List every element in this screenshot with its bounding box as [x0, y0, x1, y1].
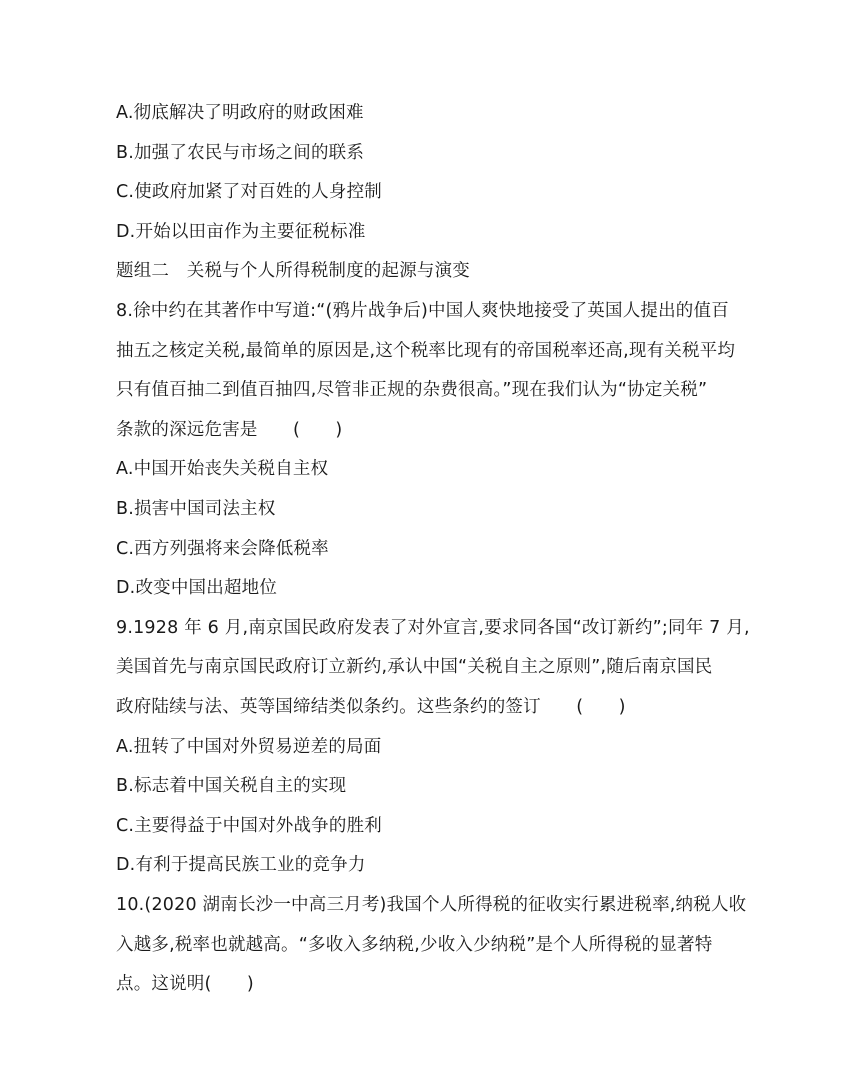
q8-stem-line-3: 只有值百抽二到值百抽四,尽管非正规的杂费很高。”现在我们认为“协定关税” — [116, 380, 708, 400]
q7-option-c: C.使政府加紧了对百姓的人身控制 — [116, 182, 382, 202]
q10-stem-line-2: 入越多,税率也就越高。“多收入多纳税,少收入少纳税”是个人所得税的显著特 — [116, 935, 713, 955]
section-heading: 题组二 关税与个人所得税制度的起源与演变 — [116, 261, 470, 281]
q8-stem-line-4: 条款的深远危害是 ( ) — [116, 420, 343, 440]
q8-stem-line-1: 8.徐中约在其著作中写道:“(鸦片战争后)中国人爽快地接受了英国人提出的值百 — [116, 301, 729, 321]
q9-option-a: A.扭转了中国对外贸易逆差的局面 — [116, 737, 382, 757]
q9-stem-line-2: 美国首先与南京国民政府订立新约,承认中国“关税自主之原则”,随后南京国民 — [116, 657, 713, 677]
q7-option-a: A.彻底解决了明政府的财政困难 — [116, 103, 364, 123]
q8-option-c: C.西方列强将来会降低税率 — [116, 539, 329, 559]
q9-stem-line-3: 政府陆续与法、英等国缔结类似条约。这些条约的签订 ( ) — [116, 697, 626, 717]
q9-stem-line-1: 9.1928 年 6 月,南京国民政府发表了对外宣言,要求同各国“改订新约”;同年 7 月, — [116, 618, 750, 638]
q8-option-a: A.中国开始丧失关税自主权 — [116, 459, 329, 479]
q9-option-d: D.有利于提高民族工业的竞争力 — [116, 855, 366, 875]
q10-stem-line-1: 10.(2020 湖南长沙一中高三月考)我国个人所得税的征收实行累进税率,纳税人收 — [116, 895, 747, 915]
q10-stem-line-3: 点。这说明( ) — [116, 974, 254, 994]
q9-option-c: C.主要得益于中国对外战争的胜利 — [116, 816, 382, 836]
q7-option-b: B.加强了农民与市场之间的联系 — [116, 143, 365, 163]
q8-option-b: B.损害中国司法主权 — [116, 499, 276, 519]
q7-option-d: D.开始以田亩作为主要征税标准 — [116, 222, 366, 242]
q8-option-d: D.改变中国出超地位 — [116, 578, 278, 598]
q8-stem-line-2: 抽五之核定关税,最简单的原因是,这个税率比现有的帝国税率还高,现有关税平均 — [116, 341, 736, 361]
q9-option-b: B.标志着中国关税自主的实现 — [116, 776, 347, 796]
